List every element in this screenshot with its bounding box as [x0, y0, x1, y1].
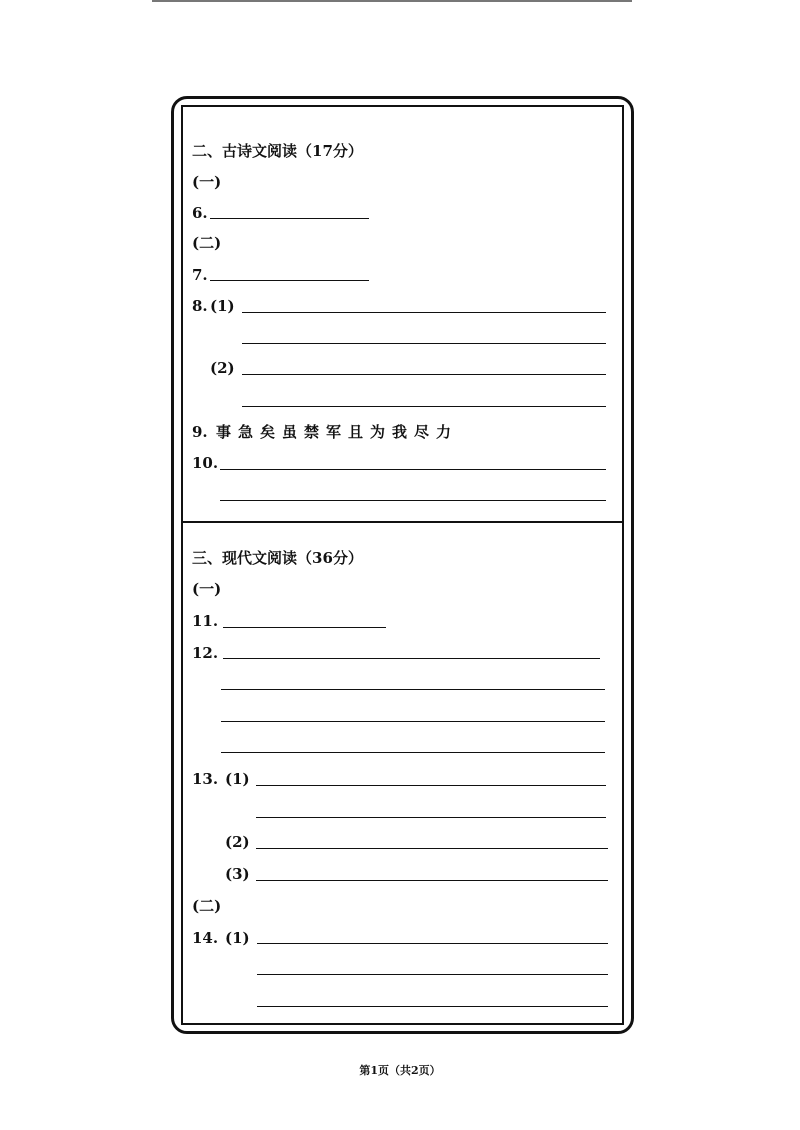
answer-line-q12d[interactable]: [221, 752, 605, 753]
question-9-label: 9.: [192, 423, 208, 441]
answer-line-q14-1c[interactable]: [257, 1006, 608, 1007]
answer-line-q8-1a[interactable]: [242, 312, 606, 313]
answer-line-q8-2b[interactable]: [242, 406, 606, 407]
question-13-sub3-label: (3): [225, 865, 250, 883]
section-divider: [181, 521, 624, 523]
answer-line-q8-1b[interactable]: [242, 343, 606, 344]
part-label-modern-1: (一): [192, 580, 222, 598]
question-8-sub2-label: (2): [210, 359, 235, 377]
answer-line-q14-1b[interactable]: [257, 974, 608, 975]
answer-line-q12c[interactable]: [221, 721, 605, 722]
part-label-2: (二): [192, 234, 222, 252]
answer-line-q8-2a[interactable]: [242, 374, 606, 375]
section-heading-ancient: 二、古诗文阅读（17分）: [192, 142, 363, 160]
question-7-label: 7.: [192, 266, 208, 284]
question-8-sub1-label: (1): [210, 297, 235, 315]
question-13-sub1-label: (1): [225, 770, 250, 788]
question-13-label: 13.: [192, 770, 219, 788]
answer-line-q12b[interactable]: [221, 689, 605, 690]
page-number-footer: 第1页（共2页）: [359, 1064, 441, 1077]
answer-line-q14-1a[interactable]: [257, 943, 608, 944]
answer-line-q6[interactable]: [210, 218, 369, 219]
answer-line-q13-2[interactable]: [256, 848, 608, 849]
answer-line-q13-1a[interactable]: [256, 785, 606, 786]
question-6-label: 6.: [192, 204, 208, 222]
answer-line-q12a[interactable]: [223, 658, 600, 659]
section-heading-modern: 三、现代文阅读（36分）: [192, 549, 363, 567]
question-14-label: 14.: [192, 929, 219, 947]
answer-line-q7[interactable]: [210, 280, 369, 281]
question-13-sub2-label: (2): [225, 833, 250, 851]
question-12-label: 12.: [192, 644, 219, 662]
answer-line-q13-1b[interactable]: [256, 817, 606, 818]
answer-line-q10a[interactable]: [220, 469, 606, 470]
question-8-label: 8.: [192, 297, 208, 315]
question-9-sentence: 事急矣虽禁军且为我尽力: [216, 423, 459, 441]
answer-line-q10b[interactable]: [220, 500, 606, 501]
question-10-label: 10.: [192, 454, 219, 472]
question-11-label: 11.: [192, 612, 219, 630]
part-label-modern-2: (二): [192, 897, 222, 915]
answer-line-q11[interactable]: [223, 627, 386, 628]
part-label-1: (一): [192, 173, 222, 191]
top-edge-rule: [152, 0, 632, 2]
question-14-sub1-label: (1): [225, 929, 250, 947]
answer-line-q13-3[interactable]: [256, 880, 608, 881]
